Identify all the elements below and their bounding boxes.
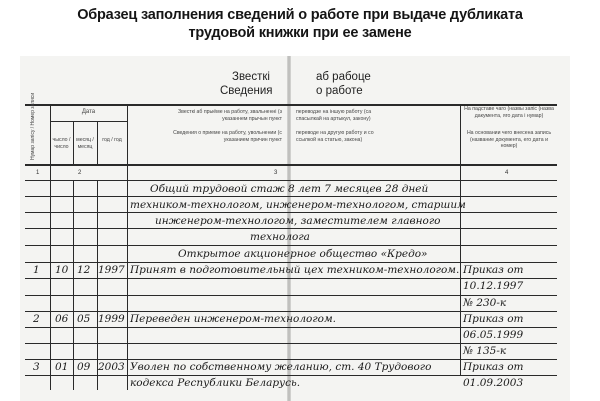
row-line: [25, 327, 557, 328]
row3-year: 2003: [98, 361, 125, 373]
summary-line-1: Общий трудовой стаж 8 лет 7 месяцев 28 дней: [150, 183, 429, 195]
row-line: [25, 295, 557, 296]
row-line: [25, 311, 557, 312]
row1-basis-1: Приказ от: [463, 264, 524, 276]
row-line: [25, 359, 557, 360]
title-line-2: трудовой книжки при ее замене: [188, 25, 412, 41]
row2-basis-1: Приказ от: [463, 313, 524, 325]
row1-month: 12: [77, 264, 91, 276]
header-right-bottom: о работе: [316, 85, 363, 97]
col-divider-basis: [460, 104, 461, 375]
row-line: [25, 245, 557, 246]
col4-header-by: На падставе чаго (назвы запіс (назва дакумента, яго дата і нумар): [464, 106, 554, 119]
row2-basis-2: 06.05.1999: [463, 329, 524, 341]
row-line: [25, 212, 557, 213]
summary-line-3: инженером-технологом, заместителем главного: [155, 215, 441, 227]
col4-header-ru: На основании чего внесена запись (название документа, его дата и номер): [466, 130, 552, 150]
summary-line-2: техником-технологом, инженером-технологом, старшим: [130, 199, 466, 211]
row3-no: 3: [33, 361, 40, 373]
col3-header-by: Звесткі аб прыёме на работу, звальненні (з указаннем прычын пункт: [177, 109, 282, 122]
col3-header-ru: Сведения о приеме на работу, увольнении (с указанием причин пункт: [173, 130, 282, 143]
col-divider-month: [97, 180, 98, 390]
header-bottom-line: [25, 164, 557, 166]
row2-month: 05: [77, 313, 91, 325]
row2-day: 06: [55, 313, 69, 325]
row1-year: 1997: [98, 264, 125, 276]
year-header: год / год: [102, 137, 122, 143]
col-divider-day: [73, 180, 74, 390]
day-header: чысло / число: [52, 137, 71, 150]
col3-header-ru-cont: переводе на другую работу и со ссылкой на статью, закона): [296, 130, 374, 143]
row2-year: 1999: [98, 313, 125, 325]
row3-month: 09: [77, 361, 91, 373]
month-header: месяц / месяц: [76, 137, 94, 150]
row3-basis-2: 01.09.2003: [463, 377, 524, 389]
title-line-1: Образец заполнения сведений о работе при выдаче дубликата: [77, 7, 523, 23]
row1-basis-3: № 230-к: [463, 297, 507, 309]
row2-basis-3: № 135-к: [463, 345, 507, 357]
date-header: Дата: [81, 109, 96, 115]
row-line: [25, 278, 557, 279]
numbers-row-line: [25, 180, 557, 181]
header-left-bottom: Сведения: [220, 85, 273, 97]
column-number-1: 1: [36, 170, 40, 176]
header-left-top: Звесткі: [232, 71, 270, 83]
row-line: [25, 375, 557, 376]
date-subheader-line: [50, 121, 127, 122]
row-line: [25, 262, 557, 263]
row-line: [25, 228, 557, 229]
column-number-2: 2: [78, 170, 82, 176]
organization-name: Открытое акционерное общество «Кредо»: [178, 248, 428, 260]
row3-day: 01: [55, 361, 69, 373]
row1-no: 1: [33, 264, 40, 276]
column-number-4: 4: [505, 170, 509, 176]
col-divider-year: [127, 104, 128, 390]
row3-basis-1: Приказ от: [463, 361, 524, 373]
row1-basis-2: 10.12.1997: [463, 280, 524, 292]
header-right-top: аб рабоце: [316, 71, 371, 83]
document-title: [0, 6, 600, 42]
row-line: [25, 343, 557, 344]
row-line: [25, 196, 557, 197]
row3-text-1: Уволен по собственному желанию, ст. 40 Трудового: [130, 361, 432, 373]
row3-text-2: кодекса Республики Беларусь.: [130, 377, 301, 389]
col3-header-by-cont: переводзе на іншую работу (са спасылкай на артыкул, закону): [296, 109, 372, 122]
row1-text: Принят в подготовительный цех техником-технологом.: [130, 264, 460, 276]
summary-line-4: технолога: [250, 231, 310, 243]
row2-text: Переведен инженером-технологом.: [130, 313, 337, 325]
record-no-header: Нумар запісу / Номер записи: [30, 92, 36, 160]
row1-day: 10: [55, 264, 69, 276]
column-number-3: 3: [274, 170, 278, 176]
row2-no: 2: [33, 313, 40, 325]
